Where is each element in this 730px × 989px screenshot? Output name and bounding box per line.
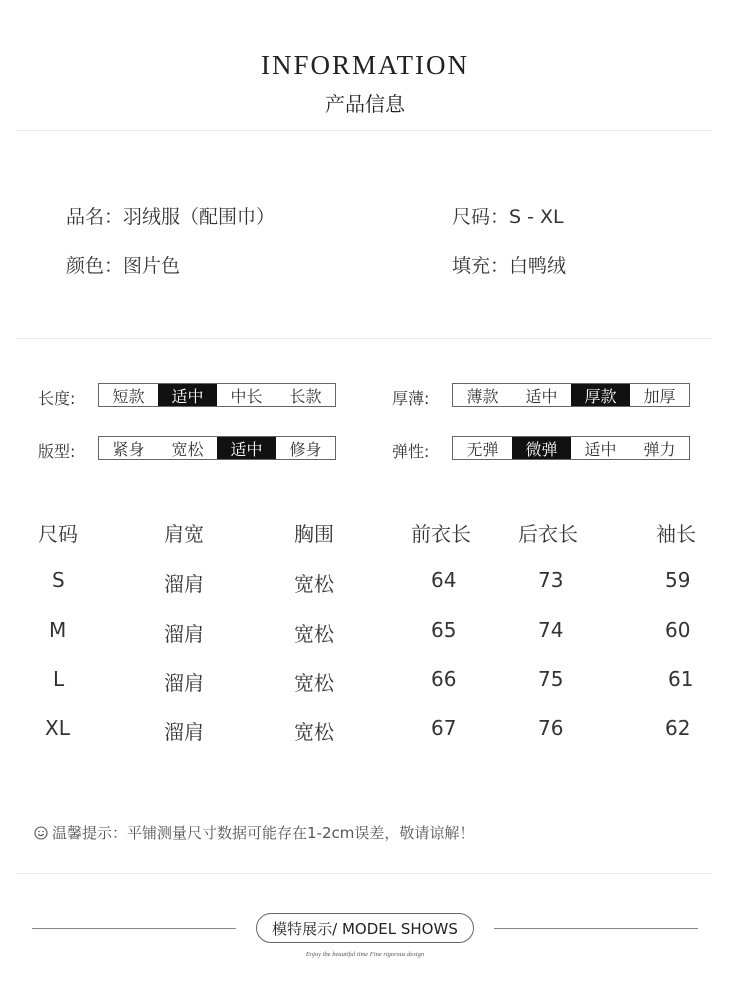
product-color: 颜色：图片色	[66, 255, 181, 277]
attr-thickness-option: 加厚	[643, 386, 676, 406]
measurement-tip	[34, 822, 474, 843]
attr-elasticity-option: 弹力	[643, 439, 676, 459]
table-cell: 73	[538, 568, 564, 592]
page-title-en: INFORMATION	[260, 50, 469, 80]
table-cell: 宽松	[294, 671, 334, 695]
divider	[16, 130, 712, 131]
attr-fit-option: 修身	[289, 439, 322, 459]
table-header-cell: 袖长	[656, 522, 696, 546]
table-cell: 75	[538, 667, 564, 691]
attr-length-scale	[98, 383, 336, 407]
page-title-cn: 产品信息	[325, 92, 405, 116]
table-cell: 60	[665, 618, 691, 642]
model-shows-label: 模特展示/ MODEL SHOWS	[272, 919, 458, 938]
product-name: 品名：羽绒服（配围巾）	[66, 206, 276, 228]
footer-line-left	[32, 928, 236, 929]
attr-elasticity-option: 微弹	[512, 437, 571, 459]
table-cell: 61	[668, 667, 694, 691]
attr-length-option: 中长	[230, 386, 263, 406]
table-cell: 溜肩	[164, 720, 204, 744]
tip-text: 温馨提示：平铺测量尺寸数据可能存在1-2cm误差，敬请谅解！	[52, 824, 475, 842]
table-cell: 溜肩	[164, 572, 204, 596]
attr-thickness-option: 薄款	[466, 386, 499, 406]
table-header-cell: 后衣长	[518, 522, 578, 546]
table-cell: L	[53, 667, 65, 691]
table-cell: 溜肩	[164, 671, 204, 695]
table-cell: 74	[538, 618, 564, 642]
model-shows-heading	[256, 913, 474, 943]
table-cell: 溜肩	[164, 622, 204, 646]
divider	[16, 873, 712, 874]
table-header-cell: 胸围	[294, 522, 334, 546]
smiley-icon	[34, 824, 48, 842]
table-header-cell: 尺码	[38, 522, 78, 546]
footer-line-right	[494, 928, 698, 929]
attr-fit-option: 紧身	[112, 439, 145, 459]
table-cell: S	[52, 568, 65, 592]
attr-label-fit: 版型:	[38, 442, 76, 461]
attr-thickness-option: 厚款	[571, 384, 630, 406]
table-cell: 76	[538, 716, 564, 740]
table-header-cell: 前衣长	[411, 522, 471, 546]
attr-thickness-option: 适中	[525, 386, 558, 406]
table-cell: 宽松	[294, 720, 334, 744]
attr-length-option: 短款	[112, 386, 145, 406]
attr-elasticity-option: 适中	[584, 439, 617, 459]
attr-fit-scale	[98, 436, 336, 460]
attr-label-elasticity: 弹性:	[392, 442, 430, 461]
attr-elasticity-scale	[452, 436, 690, 460]
table-cell: 64	[431, 568, 457, 592]
table-cell: 宽松	[294, 622, 334, 646]
table-cell: 65	[431, 618, 457, 642]
table-cell: XL	[45, 716, 70, 740]
table-cell: 62	[665, 716, 691, 740]
product-fill: 填充：白鸭绒	[452, 255, 567, 277]
attr-fit-option: 宽松	[171, 439, 204, 459]
attr-label-length: 长度:	[38, 389, 76, 408]
table-cell: M	[49, 618, 67, 642]
attr-thickness-scale	[452, 383, 690, 407]
attr-length-option: 适中	[158, 384, 217, 406]
table-cell: 66	[431, 667, 457, 691]
table-cell: 67	[431, 716, 457, 740]
attr-label-thickness: 厚薄:	[392, 389, 430, 408]
footer-tagline: Enjoy the beautiful time Fine rigorous design	[305, 951, 425, 958]
attr-elasticity-option: 无弹	[466, 439, 499, 459]
divider	[16, 338, 712, 339]
table-cell: 59	[665, 568, 691, 592]
table-cell: 宽松	[294, 572, 334, 596]
product-size-range: 尺码：S - XL	[452, 206, 564, 228]
table-header-cell: 肩宽	[164, 522, 204, 546]
attr-length-option: 长款	[289, 386, 322, 406]
attr-fit-option: 适中	[217, 437, 276, 459]
